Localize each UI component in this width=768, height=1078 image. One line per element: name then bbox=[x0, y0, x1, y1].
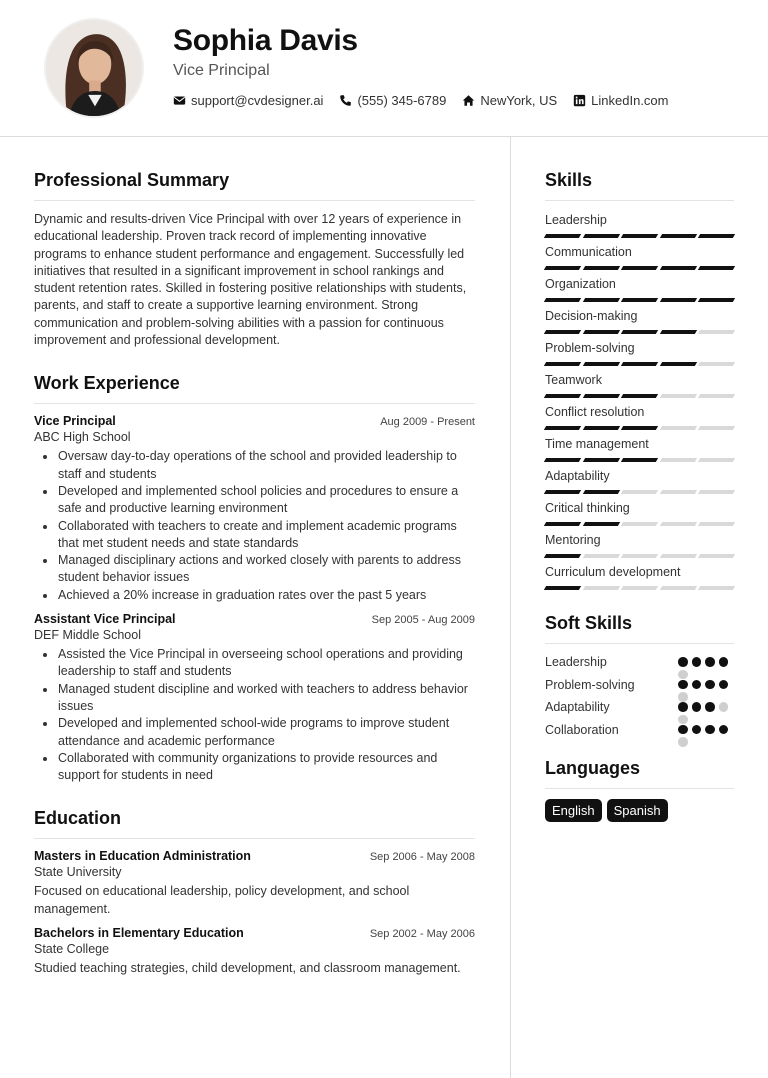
skill-item bbox=[545, 531, 734, 563]
job-bullet: • Assisted the Vice Principal in overseeing school operations and providing leadership to staff and students bbox=[57, 646, 475, 681]
soft-skill-rating bbox=[678, 677, 734, 702]
skill-level-segment bbox=[582, 298, 619, 302]
job-bullet: • Oversaw day-to-day operations of the school and provided leadership to staff and students bbox=[57, 448, 475, 483]
skill-level-segment bbox=[621, 522, 658, 526]
skill-level-segment bbox=[660, 458, 697, 462]
skill-level-bar bbox=[545, 234, 734, 238]
skill-level-bar bbox=[545, 298, 734, 302]
summary-heading: Professional Summary bbox=[34, 170, 475, 201]
skill-level-segment bbox=[544, 426, 581, 430]
skill-level-segment bbox=[544, 554, 581, 558]
job-bullet: • Collaborated with community organizations to provide resources and support for students in need bbox=[57, 750, 475, 785]
skill-level-segment bbox=[544, 458, 581, 462]
skill-level-segment bbox=[544, 330, 581, 334]
skill-level-segment bbox=[698, 234, 735, 238]
job-bullets bbox=[57, 646, 475, 784]
job-entry bbox=[34, 414, 475, 604]
skill-name: Critical thinking bbox=[545, 501, 630, 515]
skill-level-segment bbox=[660, 490, 697, 494]
job-bullet: • Developed and implemented school policies and procedures to ensure a safe and productive learning environment bbox=[57, 483, 475, 518]
skill-item bbox=[545, 211, 734, 243]
job-date: Sep 2005 - Aug 2009 bbox=[371, 614, 475, 627]
home-icon bbox=[462, 94, 475, 107]
skill-name: Curriculum development bbox=[545, 565, 681, 579]
skills-list bbox=[545, 211, 734, 595]
experience-section bbox=[34, 373, 475, 784]
skill-item bbox=[545, 275, 734, 307]
skill-level-segment bbox=[621, 458, 658, 462]
degree-title: Masters in Education Administration bbox=[34, 849, 251, 864]
degree-date: Sep 2002 - May 2006 bbox=[369, 928, 475, 941]
skill-name: Conflict resolution bbox=[545, 405, 645, 419]
education-section bbox=[34, 808, 475, 977]
skill-item bbox=[545, 307, 734, 339]
rating-dot bbox=[719, 680, 729, 690]
contact-list bbox=[173, 93, 669, 108]
contact-linkedin-text: LinkedIn.com bbox=[591, 93, 669, 108]
rating-dot bbox=[678, 737, 688, 747]
skill-level-bar bbox=[545, 586, 734, 590]
job-bullet: • Collaborated with teachers to create and implement academic programs that met student needs and state standards bbox=[57, 518, 475, 553]
soft-skill-item bbox=[545, 699, 734, 722]
skill-level-segment bbox=[582, 330, 619, 334]
rating-dot bbox=[705, 680, 715, 690]
skill-level-segment bbox=[660, 298, 697, 302]
skill-level-segment bbox=[698, 330, 735, 334]
rating-dot bbox=[692, 702, 702, 712]
skill-level-segment bbox=[621, 362, 658, 366]
education-heading: Education bbox=[34, 808, 475, 839]
job-bullet: • Managed disciplinary actions and worked closely with parents to address student behavior issues bbox=[57, 552, 475, 587]
job-bullets bbox=[57, 448, 475, 604]
education-entry bbox=[34, 849, 475, 918]
skill-level-segment bbox=[660, 330, 697, 334]
skill-name: Time management bbox=[545, 437, 649, 451]
skill-level-segment bbox=[544, 586, 581, 590]
linkedin-icon bbox=[573, 94, 586, 107]
phone-icon bbox=[339, 94, 352, 107]
skill-level-segment bbox=[582, 234, 619, 238]
languages-list bbox=[545, 799, 734, 822]
skill-level-segment bbox=[582, 554, 619, 558]
degree-date: Sep 2006 - May 2008 bbox=[369, 851, 475, 864]
school-name: State College bbox=[34, 942, 110, 957]
rating-dot bbox=[678, 702, 688, 712]
skill-level-bar bbox=[545, 362, 734, 366]
contact-email[interactable] bbox=[173, 93, 323, 108]
language-tag: Spanish bbox=[607, 799, 668, 822]
skill-level-bar bbox=[545, 554, 734, 558]
skill-level-segment bbox=[660, 394, 697, 398]
skill-level-segment bbox=[660, 426, 697, 430]
soft-skill-name: Adaptability bbox=[545, 700, 610, 714]
degree-description: Studied teaching strategies, child development, and classroom management. bbox=[34, 961, 461, 976]
skill-level-bar bbox=[545, 394, 734, 398]
skill-level-segment bbox=[544, 490, 581, 494]
skill-item bbox=[545, 435, 734, 467]
skill-level-segment bbox=[582, 586, 619, 590]
soft-skill-rating bbox=[678, 699, 734, 724]
contact-email-text: support@cvdesigner.ai bbox=[191, 93, 324, 108]
contact-phone[interactable] bbox=[339, 93, 446, 108]
job-title: Vice Principal bbox=[34, 414, 116, 429]
skill-level-segment bbox=[544, 266, 581, 270]
skill-name: Communication bbox=[545, 245, 632, 259]
skill-level-segment bbox=[698, 394, 735, 398]
soft-skill-item bbox=[545, 654, 734, 677]
skill-item bbox=[545, 243, 734, 275]
language-tag: English bbox=[545, 799, 602, 822]
soft-skill-name: Problem-solving bbox=[545, 677, 635, 692]
rating-dot bbox=[692, 657, 702, 667]
rating-dot bbox=[719, 657, 729, 667]
rating-dot bbox=[705, 657, 715, 667]
skill-level-segment bbox=[698, 522, 735, 526]
school-name: State University bbox=[34, 865, 122, 880]
rating-dot bbox=[692, 725, 702, 735]
skill-level-segment bbox=[544, 298, 581, 302]
avatar bbox=[44, 18, 144, 118]
skill-level-segment bbox=[621, 426, 658, 430]
skill-level-segment bbox=[582, 426, 619, 430]
languages-heading: Languages bbox=[545, 758, 734, 789]
skill-item bbox=[545, 499, 734, 531]
skill-level-segment bbox=[621, 394, 658, 398]
skill-level-segment bbox=[698, 490, 735, 494]
column-divider bbox=[510, 137, 511, 1078]
soft-skill-rating bbox=[678, 722, 734, 747]
job-org: DEF Middle School bbox=[34, 628, 141, 643]
skill-level-segment bbox=[698, 586, 735, 590]
skill-level-segment bbox=[698, 298, 735, 302]
contact-phone-text: (555) 345-6789 bbox=[357, 93, 447, 108]
degree-title: Bachelors in Elementary Education bbox=[34, 926, 244, 941]
skill-level-segment bbox=[698, 426, 735, 430]
skill-level-segment bbox=[621, 298, 658, 302]
skill-item bbox=[545, 339, 734, 371]
soft-skill-name: Collaboration bbox=[545, 722, 619, 737]
rating-dot bbox=[678, 680, 688, 690]
education-entry bbox=[34, 926, 475, 977]
job-entry bbox=[34, 612, 475, 784]
skill-level-segment bbox=[660, 586, 697, 590]
soft-skill-name: Leadership bbox=[545, 655, 607, 669]
skill-level-segment bbox=[582, 266, 619, 270]
job-org: ABC High School bbox=[34, 430, 131, 445]
skill-level-segment bbox=[621, 234, 658, 238]
envelope-icon bbox=[173, 94, 186, 107]
soft-skill-rating bbox=[678, 654, 734, 679]
rating-dot bbox=[705, 725, 715, 735]
skill-level-segment bbox=[544, 362, 581, 366]
skill-level-segment bbox=[621, 266, 658, 270]
soft-skills-list bbox=[545, 654, 734, 744]
skill-name: Problem-solving bbox=[545, 341, 635, 355]
resume-header bbox=[0, 0, 768, 137]
skill-level-segment bbox=[621, 554, 658, 558]
skill-level-bar bbox=[545, 426, 734, 430]
skill-level-segment bbox=[582, 522, 619, 526]
skill-level-segment bbox=[582, 490, 619, 494]
rating-dot bbox=[678, 725, 688, 735]
skill-level-segment bbox=[698, 362, 735, 366]
skill-level-segment bbox=[660, 266, 697, 270]
job-date: Aug 2009 - Present bbox=[380, 416, 475, 429]
experience-heading: Work Experience bbox=[34, 373, 475, 404]
skill-level-segment bbox=[698, 266, 735, 270]
skill-level-segment bbox=[582, 394, 619, 398]
main-column bbox=[34, 170, 475, 977]
skill-level-bar bbox=[545, 490, 734, 494]
soft-skills-heading: Soft Skills bbox=[545, 613, 734, 644]
rating-dot bbox=[705, 702, 715, 712]
skill-name: Teamwork bbox=[545, 373, 602, 387]
skill-level-segment bbox=[621, 330, 658, 334]
job-bullet: • Developed and implemented school-wide programs to improve student attendance and academic performance bbox=[57, 715, 475, 750]
skill-level-bar bbox=[545, 330, 734, 334]
skill-level-bar bbox=[545, 266, 734, 270]
skill-level-segment bbox=[698, 458, 735, 462]
skill-name: Leadership bbox=[545, 213, 607, 227]
skill-level-segment bbox=[544, 234, 581, 238]
skill-level-segment bbox=[660, 554, 697, 558]
job-bullet: • Achieved a 20% increase in graduation rates over the past 5 years bbox=[57, 587, 475, 604]
skill-level-segment bbox=[660, 522, 697, 526]
soft-skill-item bbox=[545, 722, 734, 745]
degree-description: Focused on educational leadership, policy development, and school management. bbox=[34, 884, 410, 916]
skill-level-segment bbox=[660, 234, 697, 238]
skill-level-segment bbox=[660, 362, 697, 366]
summary-text: Dynamic and results-driven Vice Principal with over 12 years of experience in educational leadership. Proven track record of implementing innovative programs to enhance student performance and engagement. Successfully led initiatives that resulted in a significant improvement in school rankings and student retention rates. Skilled in fostering positive relationships with students, parents, and staff to create a supportive learning environment. Strong communication and problem-solving abilities with a passion for continuous improvement and professional development. bbox=[34, 212, 467, 348]
skill-level-segment bbox=[698, 554, 735, 558]
skill-item bbox=[545, 467, 734, 499]
contact-location-text: NewYork, US bbox=[480, 93, 558, 108]
skill-level-segment bbox=[582, 458, 619, 462]
job-bullet: • Managed student discipline and worked with teachers to address behavior issues bbox=[57, 681, 475, 716]
profile-photo bbox=[46, 20, 142, 116]
skill-level-segment bbox=[544, 522, 581, 526]
skill-name: Mentoring bbox=[545, 533, 601, 547]
skill-level-segment bbox=[544, 394, 581, 398]
skill-level-segment bbox=[582, 362, 619, 366]
contact-location bbox=[462, 93, 557, 108]
rating-dot bbox=[692, 680, 702, 690]
skill-name: Adaptability bbox=[545, 469, 610, 483]
rating-dot bbox=[678, 657, 688, 667]
skill-name: Organization bbox=[545, 277, 616, 291]
candidate-role: Vice Principal bbox=[173, 62, 270, 79]
contact-linkedin[interactable] bbox=[573, 93, 668, 108]
rating-dot bbox=[719, 725, 729, 735]
skill-item bbox=[545, 403, 734, 435]
sidebar-column bbox=[545, 170, 734, 822]
candidate-name: Sophia Davis bbox=[173, 24, 358, 57]
skills-heading: Skills bbox=[545, 170, 734, 201]
skill-level-segment bbox=[621, 490, 658, 494]
rating-dot bbox=[719, 702, 729, 712]
skill-item bbox=[545, 371, 734, 403]
soft-skill-item bbox=[545, 677, 734, 700]
summary-section bbox=[34, 170, 475, 349]
skill-level-segment bbox=[621, 586, 658, 590]
skill-level-bar bbox=[545, 458, 734, 462]
skill-item bbox=[545, 563, 734, 595]
job-title: Assistant Vice Principal bbox=[34, 612, 176, 627]
skill-name: Decision-making bbox=[545, 309, 638, 323]
skill-level-bar bbox=[545, 522, 734, 526]
